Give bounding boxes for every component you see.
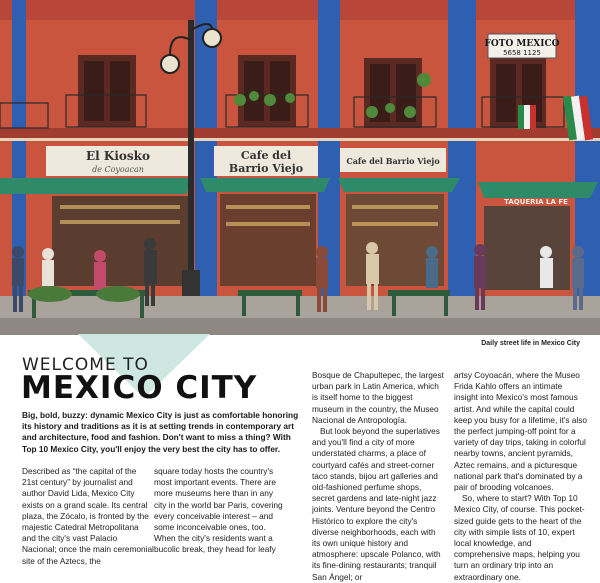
body-column-3 [312,370,445,583]
body-paragraph: square today hosts the country's most important events. There are more museums here than in any city in the world bar Paris, covering every conceivable interest – and some inconceivable ones, too. When the city's residents want a bucolic break, they head for leafy [154,466,283,555]
body-paragraph: Bosque de Chapultepec, the largest urban park in Latin America, which is itself home to the biggest museum in the country, the Museo Nacional de Antropología. [312,370,444,425]
cafe-barrio-subtext: Barrio Viejo [228,162,304,175]
foto-mexico-text: FOTO MEXICO [484,39,560,49]
window [238,55,296,127]
shop-interior [484,206,570,290]
el-kiosko-text: El Kiosko [86,149,150,163]
section-kicker: WELCOME TO [22,355,149,375]
body-paragraph: So, where to start? With Top 10 Mexico City, of course. This pocket-sized guide gets to the heart of the city with simple lists of 10, expert local knowledge, and comprehensive maps, helping you turn an ordinary trip into an extraordinary one. [454,493,585,582]
body-column-1 [22,466,154,567]
body-column-2 [154,466,286,556]
page-title: MEXICO CITY [21,370,258,406]
body-paragraph: artsy Coyoacán, where the Museo Frida Kahlo offers an intimate insight into Mexico's most famous artist. And while the capital could keep you busy for a lifetime, it's also the perfect jumping-off point for a variety of day trips, taking in colorful nearby towns, ancient pyramids, Aztec remains, and a picturesque national park that's dominated by a pair of brooding volcanoes. [454,370,588,493]
cafe-barrio-viejo-sign [214,146,318,176]
el-kiosko-sign [46,146,192,176]
blue-pillar [448,0,476,300]
shop-interior [52,196,190,286]
foto-phone-text: 5658 1125 [503,49,541,57]
cafe-barrio-text: Cafe del [240,149,292,162]
body-paragraph: But look beyond the superlatives and you'll find a city of more understated charms, a place of courtyard cafés and street-corner taco stands, bijou art galleries and old-fashioned perfume shops, secret gardens and late-night jazz joints. Venture beyond the Centro Histórico to explore the city's diverse neighborhoods, each with its own unique history and atmosphere: upscale Polanco, with its fine-dining restaurants; tranquil San Ángel; or [312,426,441,582]
taqueria-text: TAQUERIA LA FE [504,198,568,206]
photo-caption: Daily street life in Mexico City [481,340,580,347]
cafe-barrio-viejo-long-sign [340,148,446,172]
intro-paragraph: Big, bold, buzzy: dynamic Mexico City is just as comfortable honoring its history and traditions as it is at setting trends in contemporary art and architecture, food and fashion. Don't want to miss a thing? With Top 10 Mexico City, you'll enjoy the very best the city has to offer. [22,410,299,454]
cafe-barrio-long-text: Cafe del Barrio Viejo [346,156,440,166]
window [78,55,136,127]
el-kiosko-subtext: de Coyoacan [92,165,144,174]
body-paragraph: Described as “the capital of the 21st century” by journalist and author David Lida, Mexico City exists on a grand scale. Its central plaza, the Zócalo, is fronted by the majestic Catedral Metropolitana and the city's vast Palacio Nacional; once the main ceremonial site of the Aztecs, the [22,466,154,566]
foto-mexico-sign [485,34,560,58]
body-column-4 [454,370,587,583]
